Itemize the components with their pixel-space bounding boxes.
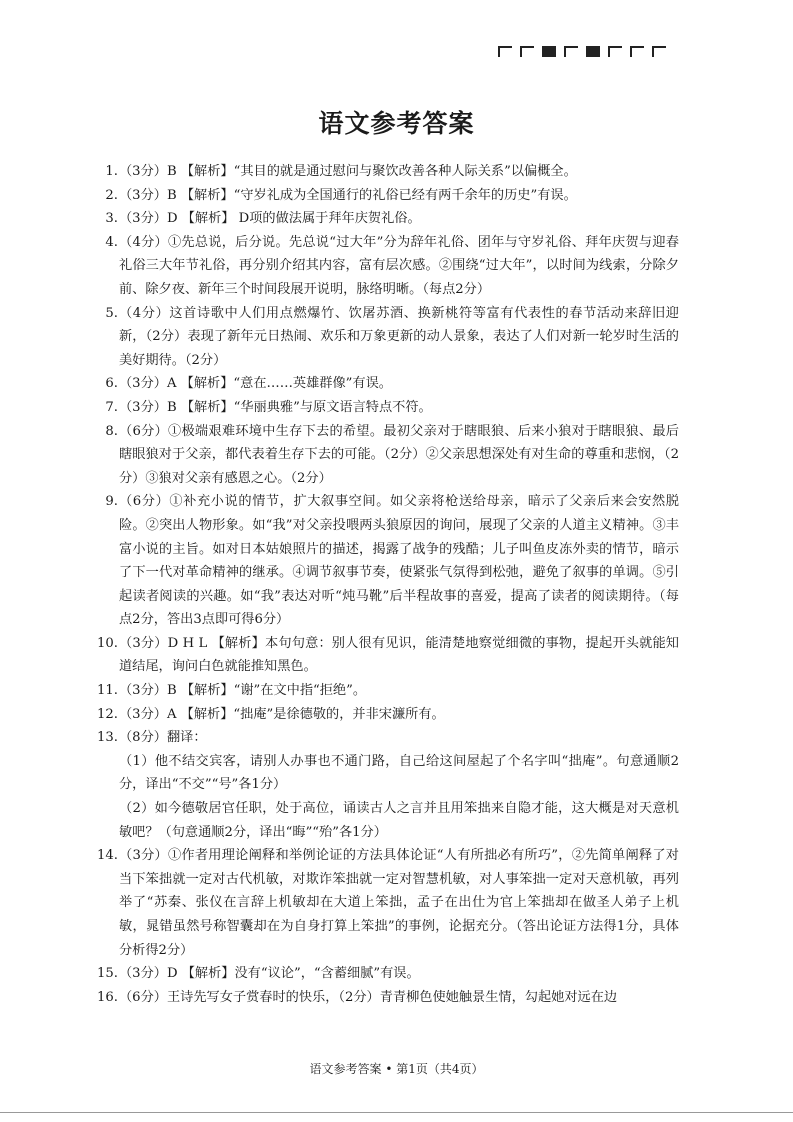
corner-mark — [498, 46, 512, 57]
answer-text — [119, 396, 679, 420]
answer-number: 1. — [105, 164, 118, 179]
answer-item — [105, 207, 679, 231]
answer-main-text: （3分）D 【解析】 D项的做法属于拜年庆贺礼俗。 — [119, 211, 421, 227]
page-footer: 语文参考答案 • 第1页（共4页） — [309, 1062, 484, 1076]
answer-number: 8. — [105, 423, 118, 439]
answer-text — [119, 726, 679, 844]
answer-item — [97, 844, 679, 962]
answer-text — [119, 231, 679, 302]
answer-text — [119, 372, 679, 396]
answer-number: 10. — [97, 635, 118, 651]
answer-text — [119, 490, 679, 632]
answer-number: 2. — [105, 187, 118, 203]
corner-mark — [652, 46, 666, 57]
answer-number: 4. — [105, 234, 118, 250]
answer-item — [105, 302, 679, 373]
corner-mark — [520, 46, 534, 57]
answer-text — [119, 986, 679, 1010]
answer-main-text: （3分）A 【解析】“拙庵”是徐德敬的，并非宋濂所有。 — [119, 706, 445, 722]
answer-main-text: （6分）①补充小说的情节，扩大叙事空间。如父亲将枪送给母亲，暗示了父亲后来会安然脱险。②突出人物形象。如“我”对父亲投喂两头狼原因的询问，展现了父亲的人道主义精神。③丰富小说的主旨。如对日本姑娘照片的描述，揭露了战争的残酷；儿子叫鱼皮冻外卖的情节，暗示了下一代对革命精神的继承。④调节叙事节奏，使紧张气氛得到松弛，避免了叙事的单调。⑤引起读者阅读的兴趣。如“我”表达对听“炖马靴”后半程故事的喜爱，提高了读者的阅读期待。（每点2分，答出3点即可得6分） — [119, 494, 679, 628]
answer-item — [105, 184, 679, 208]
answer-text — [119, 703, 679, 727]
answer-item — [105, 231, 679, 302]
answer-number: 16. — [97, 989, 118, 1005]
corner-mark — [542, 46, 556, 57]
answer-text — [119, 844, 679, 962]
answer-number: 3. — [105, 211, 118, 227]
answer-main-text: （6分）王诗先写女子赏春时的快乐，（2分）青青柳色使她触景生情，勾起她对远在边 — [119, 989, 618, 1005]
corner-mark — [564, 46, 578, 57]
answer-text — [119, 184, 679, 208]
answer-main-text: （8分）翻译： — [119, 730, 207, 746]
answer-number: 15. — [97, 966, 118, 982]
answer-item — [97, 962, 679, 986]
answer-item — [105, 396, 679, 420]
answer-main-text: （3分）B 【解析】“华丽典雅”与原文语言特点不符。 — [119, 399, 432, 415]
answer-main-text: （3分）D H L 【解析】本句句意：别人很有见识，能清楚地察觉细微的事物，提起开头就能知道结尾，询问白色就能推知黑色。 — [119, 635, 679, 675]
answer-item — [105, 490, 679, 632]
corner-mark — [630, 46, 644, 57]
answer-main-text: （4分）这首诗歌中人们用点燃爆竹、饮屠苏酒、换新桃符等富有代表性的春节活动来辞旧迎新，（2分）表现了新年元日热闹、欢乐和万象更新的动人景象，表达了人们对新一轮岁时生活的美好期待。（2分） — [119, 305, 679, 368]
answer-number: 5. — [105, 305, 118, 321]
answer-item — [105, 420, 679, 491]
answer-main-text: （3分）B 【解析】“守岁礼成为全国通行的礼俗已经有两千余年的历史”有误。 — [119, 187, 577, 203]
answer-item — [105, 160, 679, 184]
answer-number: 14. — [97, 848, 118, 864]
answer-text — [119, 632, 679, 679]
answer-number: 13. — [97, 730, 118, 746]
answer-text — [119, 207, 679, 231]
answer-main-text: （6分）①极端艰难环境中生存下去的希望。最初父亲对于瞎眼狼、后来小狼对于瞎眼狼、最后瞎眼狼对于父亲，都代表着生存下去的可能。（2分）②父亲思想深处有对生命的尊重和悲悯，（2分）③狼对父亲有感恩之心。（2分） — [119, 423, 679, 486]
answer-main-text: （3分）B 【解析】“谢”在文中指“拒绝”。 — [119, 683, 367, 699]
answer-item — [105, 372, 679, 396]
answer-item — [97, 986, 679, 1010]
answer-item — [97, 703, 679, 727]
answer-sub-text: （2）如今德敬居官任职，处于高位，诵读古人之言并且用笨拙来自隐才能，这大概是对天意机敏吧？（句意通顺2分，译出“晦”“殆”各1分） — [119, 801, 679, 840]
answer-item — [97, 726, 679, 844]
corner-mark — [586, 46, 600, 57]
answer-main-text: （3分）B 【解析】“其目的就是通过慰问与聚饮改善各种人际关系”以偏概全。 — [119, 164, 577, 179]
answer-main-text: （4分）①先总说，后分说。先总说“过大年”分为辞年礼俗、团年与守岁礼俗、拜年庆贺与迎春礼俗三大年节礼俗，再分别介绍其内容，富有层次感。②围绕“过大年”，以时间为线索，分除夕前、除夕夜、新年三个时间段展开说明，脉络明晰。（每点2分） — [119, 234, 679, 297]
bottom-rule — [0, 1112, 793, 1113]
answer-text — [119, 962, 679, 986]
answer-number: 7. — [105, 399, 118, 415]
answer-main-text: （3分）①作者用理论阐释和举例论证的方法具体论证“人有所拙必有所巧”，②先简单阐释了对当下笨拙就一定对古代机敏，对欺诈笨拙就一定对智慧机敏，对人事笨拙一定对天意机敏，再列举了“苏秦、张仪在言辞上机敏却在大道上笨拙，孟子在出仕为官上笨拙却在做圣人弟子上机敏，晁错虽然号称智囊却在为自身打算上笨拙”的事例，论据充分。（答出论证方法得1分，具体分析得2分） — [119, 848, 679, 958]
answer-main-text: （3分）A 【解析】“意在……英雄群像”有误。 — [119, 376, 392, 392]
answer-number: 6. — [105, 376, 118, 392]
answer-number: 9. — [105, 494, 118, 510]
answer-item — [97, 632, 679, 679]
answer-item — [97, 679, 679, 703]
answer-text — [119, 302, 679, 373]
answer-main-text: （3分）D 【解析】没有“议论”，“含蓄细腻”有误。 — [119, 966, 420, 982]
answer-text — [119, 420, 679, 491]
answer-text — [119, 679, 679, 703]
answer-text — [119, 160, 679, 184]
answer-list — [97, 160, 679, 1009]
header-corner-marks — [498, 46, 666, 57]
answer-sub-text: （1）他不结交宾客，请别人办事也不通门路，自己给这间屋起了个名字叫“拙庵”。句意通顺2分，译出“不交”“号”各1分） — [119, 753, 679, 793]
page-title: 语文参考答案 — [318, 109, 475, 138]
corner-mark — [608, 46, 622, 57]
answer-number: 11. — [97, 683, 118, 699]
answer-number: 12. — [97, 706, 118, 722]
